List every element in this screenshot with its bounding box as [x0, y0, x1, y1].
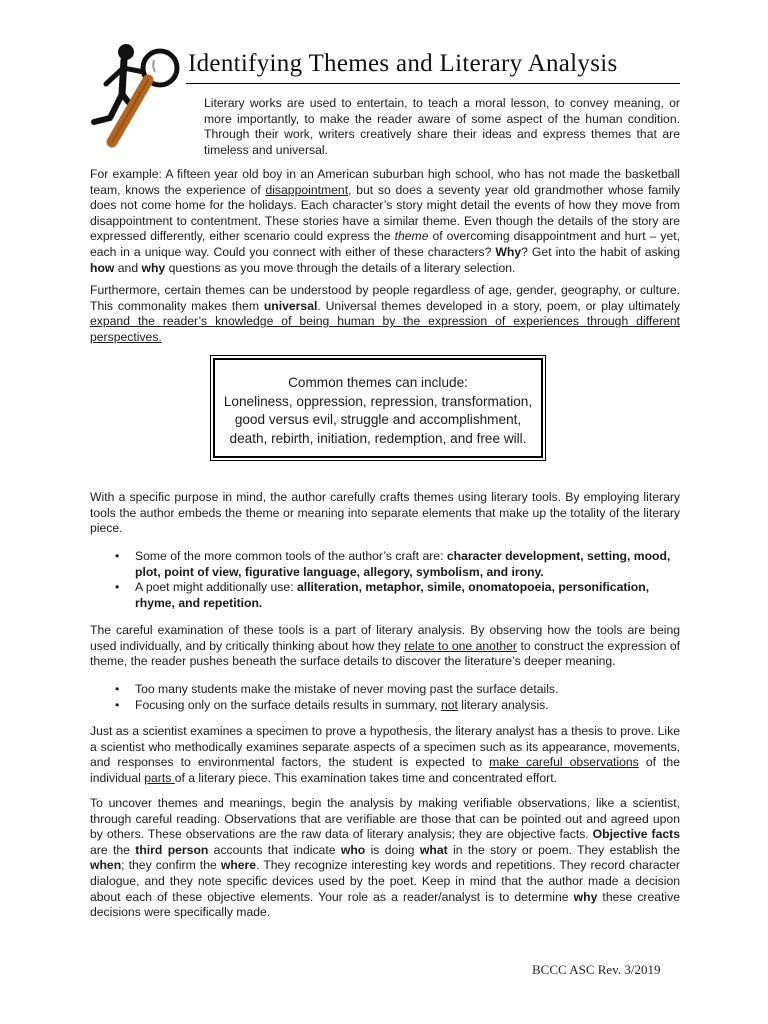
themes-heading: Common themes can include: [288, 375, 468, 390]
list-item: • Too many students make the mistake of never moving past the surface details. [115, 682, 559, 696]
footer-revision: BCCC ASC Rev. 3/2019 [532, 962, 661, 977]
common-themes-box [213, 358, 543, 458]
examination-paragraph: The careful examination of these tools is a part of literary analysis. By observing how the tools are being used individually, and by critically thinking about how they relate to one another to construct the expression of theme, the reader pushes beneath the surface details to discover the literature’s deeper meaning. [90, 623, 680, 669]
example-paragraph: For example: A fifteen year old boy in an American suburban high school, who has not made the basketball team, knows the experience of disappointment, but so does a seventy year old grandmother whose family does not come home for the holidays. Each character’s story might detail the events of how they move from disappointment to contentment. These stories have a similar theme. Even though the details of the story are expressed differently, either scenario could express the theme of overcoming disappointment and hurt – yet, each in a unique way. Could you connect with either of these characters? Why? Get into the habit of asking how and why questions as you move through the details of a literary selection. [90, 167, 680, 275]
title-rule [186, 83, 680, 84]
list-item: • Focusing only on the surface details results in summary, not literary analysis. [115, 697, 549, 712]
scientist-paragraph: Just as a scientist examines a specimen to prove a hypothesis, the literary analyst has a thesis to prove. Like a scientist who methodically examines separate aspects of a specimen such as its appearance, movements, and responses to environmental factors, the student is expected to make careful observations of the individual parts of a literary piece. This examination takes time and concentrated effort. [90, 724, 680, 785]
themes-line: Loneliness, oppression, repression, transformation, [223, 393, 533, 409]
list-item: • A poet might additionally use: alliteration, metaphor, simile, onomatopoeia, personification, rhyme, and repetition. [115, 580, 650, 610]
universal-paragraph: Furthermore, certain themes can be understood by people regardless of age, gender, geography, or culture. This commonality makes them universal. Universal themes developed in a story, poem, or play ultimately expand the reader’s knowledge of being human by the expression of experiences through different perspectives. [90, 283, 680, 344]
tools-list [90, 549, 680, 611]
list-item: • Some of the more common tools of the author’s craft are: character development, setting, mood, plot, point of view, figurative language, allegory, symbolism, and irony. [115, 549, 671, 579]
magnifying-glass-figure-icon [88, 42, 182, 154]
intro-paragraph: Literary works are used to entertain, to teach a moral lesson, to convey meaning, or more importantly, to make the reader aware of some aspect of the human condition. Through their work, writers creatively share their ideas and express themes that are timeless and universal. [204, 96, 680, 157]
mistakes-list [90, 682, 680, 713]
themes-line: death, rebirth, initiation, redemption, and free will. [229, 430, 527, 446]
page-title: Identifying Themes and Literary Analysis [188, 50, 618, 77]
purpose-paragraph: With a specific purpose in mind, the author carefully crafts themes using literary tools. By employing literary tools the author embeds the theme or meaning into separate elements that make up the totality of the literary piece. [90, 490, 680, 536]
themes-line: good versus evil, struggle and accomplishment, [234, 412, 522, 427]
uncover-paragraph: To uncover themes and meanings, begin the analysis by making verifiable observations, like a scientist, through careful reading. Observations that are verifiable are those that can be pointed out and agreed upon by others. These observations are the raw data of literary analysis; they are objective facts. Objective facts are the third person accounts that indicate who is doing what in the story or poem. They establish the when; they confirm the where. They recognize interesting key words and repetitions. They record character dialogue, and they note specific devices used by the poet. Keep in mind that the author made a decision about each of these objective elements. Your role as a reader/analyst is to determine why these creative decisions were specifically made. [90, 796, 680, 920]
